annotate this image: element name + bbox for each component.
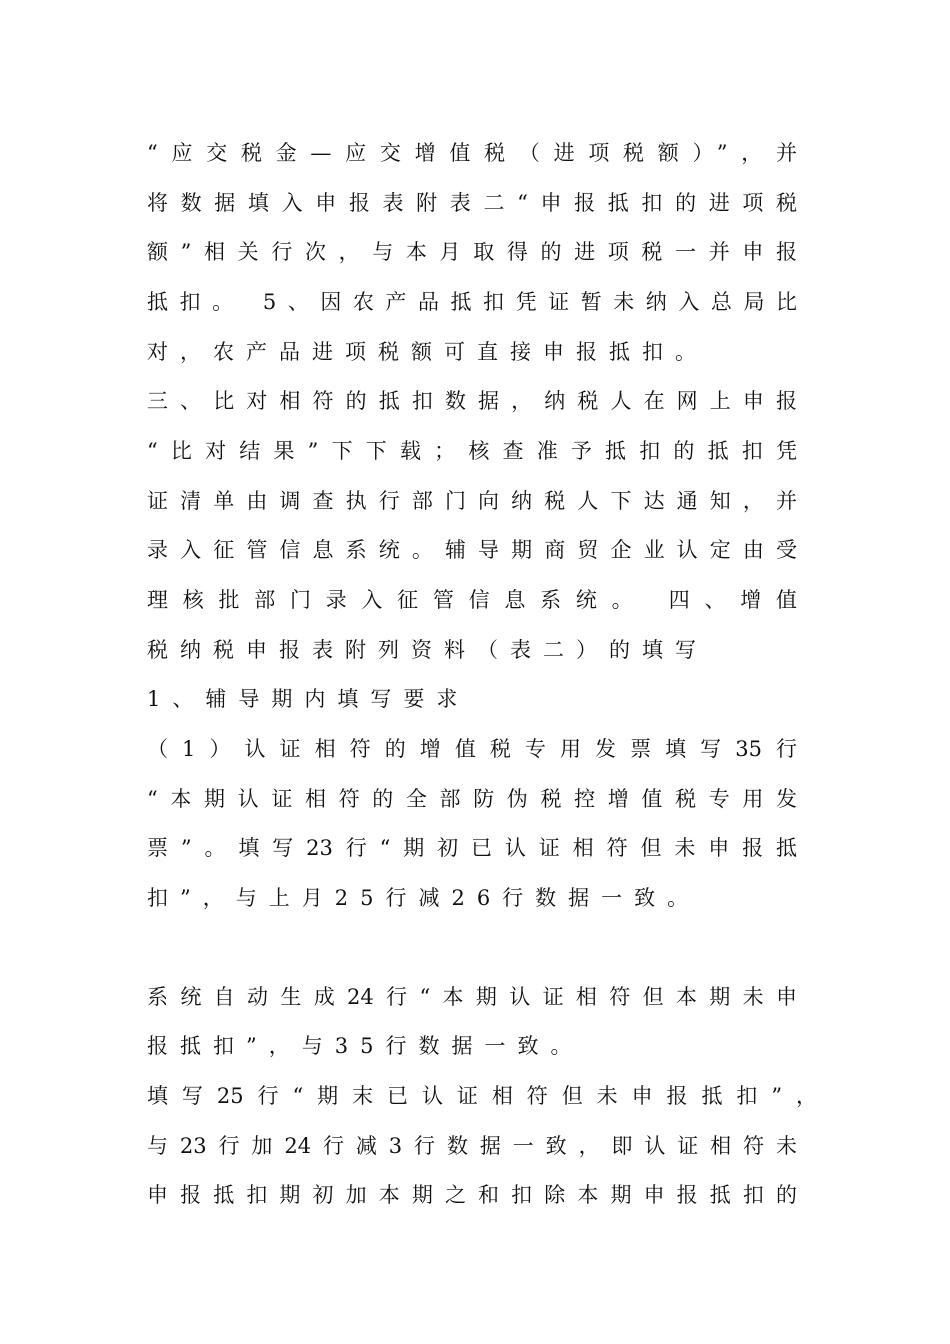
text-line-9: 录入征管信息系统。辅导期商贸企业认定由受 xyxy=(147,538,797,562)
text-line-19: 填写25行“期末已认证相符但未申报抵扣”， xyxy=(147,1084,817,1108)
text-line-3: 额”相关行次，与本月取得的进项税一并申报 xyxy=(147,240,797,264)
text-line-12: 1、辅导期内填写要求 xyxy=(147,687,470,711)
text-line-6: 三、比对相符的抵扣数据，纳税人在网上申报 xyxy=(147,389,797,413)
text-line-2: 将数据填入申报表附表二“申报抵扣的进项税 xyxy=(147,191,797,215)
text-line-1: “应交税金—应交增值税（进项税额）”，并 xyxy=(147,141,797,165)
text-line-16: 扣”，与上月25行减26行数据一致。 xyxy=(147,886,701,910)
text-line-20: 与23行加24行减3行数据一致，即认证相符未 xyxy=(147,1134,797,1158)
text-line-13: （1）认证相符的增值税专用发票填写35行 xyxy=(147,737,797,761)
text-line-8: 证清单由调查执行部门向纳税人下达通知，并 xyxy=(147,489,797,513)
text-line-11: 税纳税申报表附列资料（表二）的填写 xyxy=(147,638,708,662)
text-line-21: 申报抵扣期初加本期之和扣除本期申报抵扣的 xyxy=(147,1183,797,1207)
text-line-17: 系统自动生成24行“本期认证相符但本期未申 xyxy=(147,985,797,1009)
text-line-4: 抵扣。 5、因农产品抵扣凭证暂未纳入总局比 xyxy=(147,290,797,314)
text-line-14: “本期认证相符的全部防伪税控增值税专用发 xyxy=(147,787,797,811)
text-line-10: 理核批部门录入征管信息系统。 四、增值 xyxy=(147,588,797,612)
text-line-7: “比对结果”下下载；核查准予抵扣的抵扣凭 xyxy=(147,439,797,463)
text-line-18: 报抵扣”，与35行数据一致。 xyxy=(147,1034,584,1058)
text-line-5: 对，农产品进项税额可直接申报抵扣。 xyxy=(147,340,708,364)
text-line-15: 票”。填写23行“期初已认证相符但未申报抵 xyxy=(147,836,797,860)
